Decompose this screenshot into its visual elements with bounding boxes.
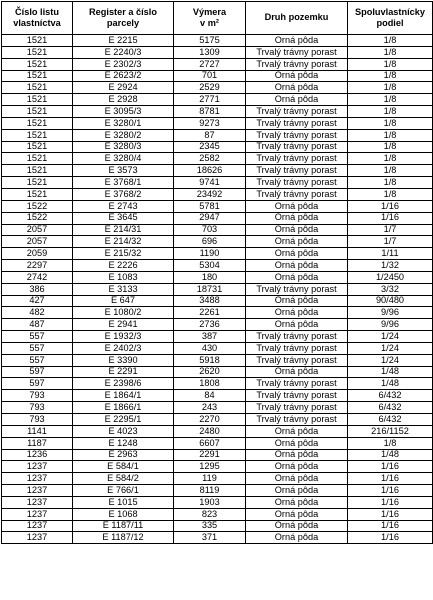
- cell-area: 1190: [174, 248, 246, 260]
- parcel-table-container: [1, 1, 433, 544]
- cell-area: 823: [174, 508, 246, 520]
- cell-share: 1/8: [348, 117, 433, 129]
- cell-owner-sheet: 793: [2, 390, 73, 402]
- cell-parcel: E 766/1: [73, 485, 174, 497]
- cell-owner-sheet: 1237: [2, 520, 73, 532]
- cell-owner-sheet: 487: [2, 319, 73, 331]
- cell-parcel: E 4023: [73, 425, 174, 437]
- table-row: [2, 141, 433, 153]
- cell-share: 1/48: [348, 378, 433, 390]
- cell-area: 23492: [174, 188, 246, 200]
- cell-owner-sheet: 482: [2, 307, 73, 319]
- cell-share: 1/16: [348, 520, 433, 532]
- cell-area: 18731: [174, 283, 246, 295]
- cell-parcel: E 1864/1: [73, 390, 174, 402]
- cell-land-type: Trvalý trávny porast: [246, 165, 348, 177]
- cell-parcel: E 3280/2: [73, 129, 174, 141]
- cell-area: 5781: [174, 200, 246, 212]
- cell-owner-sheet: 1521: [2, 106, 73, 118]
- cell-share: 6/432: [348, 402, 433, 414]
- cell-owner-sheet: 1521: [2, 165, 73, 177]
- table-row: [2, 378, 433, 390]
- cell-parcel: E 3390: [73, 354, 174, 366]
- cell-share: 1/8: [348, 188, 433, 200]
- table-row: [2, 224, 433, 236]
- cell-share: 1/8: [348, 46, 433, 58]
- cell-land-type: Orná pôda: [246, 200, 348, 212]
- cell-land-type: Trvalý trávny porast: [246, 390, 348, 402]
- cell-land-type: Trvalý trávny porast: [246, 129, 348, 141]
- cell-land-type: Orná pôda: [246, 307, 348, 319]
- cell-owner-sheet: 1141: [2, 425, 73, 437]
- table-row: [2, 520, 433, 532]
- cell-land-type: Orná pôda: [246, 271, 348, 283]
- cell-parcel: E 3768/2: [73, 188, 174, 200]
- cell-land-type: Trvalý trávny porast: [246, 188, 348, 200]
- cell-area: 696: [174, 236, 246, 248]
- cell-owner-sheet: 2297: [2, 260, 73, 272]
- cell-land-type: Orná pôda: [246, 485, 348, 497]
- cell-share: 1/8: [348, 58, 433, 70]
- cell-share: 1/24: [348, 354, 433, 366]
- table-row: [2, 283, 433, 295]
- cell-area: 335: [174, 520, 246, 532]
- cell-share: 1/8: [348, 141, 433, 153]
- cell-owner-sheet: 1521: [2, 188, 73, 200]
- cell-share: 1/8: [348, 82, 433, 94]
- cell-land-type: Orná pôda: [246, 425, 348, 437]
- cell-parcel: E 215/32: [73, 248, 174, 260]
- cell-parcel: E 3768/1: [73, 177, 174, 189]
- cell-area: 2736: [174, 319, 246, 331]
- cell-share: 1/7: [348, 224, 433, 236]
- table-row: [2, 129, 433, 141]
- table-row: [2, 188, 433, 200]
- cell-parcel: E 1248: [73, 437, 174, 449]
- table-row: [2, 165, 433, 177]
- cell-parcel: E 3573: [73, 165, 174, 177]
- cell-land-type: Trvalý trávny porast: [246, 141, 348, 153]
- cell-owner-sheet: 1521: [2, 94, 73, 106]
- header-area: Výmera v m²: [174, 2, 246, 35]
- cell-land-type: Orná pôda: [246, 212, 348, 224]
- cell-land-type: Trvalý trávny porast: [246, 342, 348, 354]
- cell-land-type: Orná pôda: [246, 461, 348, 473]
- cell-area: 2529: [174, 82, 246, 94]
- table-row: [2, 153, 433, 165]
- cell-owner-sheet: 1237: [2, 461, 73, 473]
- cell-land-type: Orná pôda: [246, 508, 348, 520]
- cell-share: 9/96: [348, 307, 433, 319]
- cell-area: 2345: [174, 141, 246, 153]
- cell-land-type: Orná pôda: [246, 82, 348, 94]
- cell-area: 703: [174, 224, 246, 236]
- table-row: [2, 473, 433, 485]
- cell-owner-sheet: 1521: [2, 177, 73, 189]
- table-body: [2, 35, 433, 544]
- cell-land-type: Orná pôda: [246, 248, 348, 260]
- cell-parcel: E 214/32: [73, 236, 174, 248]
- table-row: [2, 307, 433, 319]
- cell-land-type: Trvalý trávny porast: [246, 153, 348, 165]
- cell-owner-sheet: 1521: [2, 141, 73, 153]
- cell-land-type: Trvalý trávny porast: [246, 378, 348, 390]
- cell-owner-sheet: 1521: [2, 153, 73, 165]
- header-parcel: Register a číslo parcely: [73, 2, 174, 35]
- table-row: [2, 366, 433, 378]
- table-row: [2, 35, 433, 47]
- cell-land-type: Trvalý trávny porast: [246, 106, 348, 118]
- cell-owner-sheet: 1236: [2, 449, 73, 461]
- cell-parcel: E 2963: [73, 449, 174, 461]
- cell-share: 1/8: [348, 437, 433, 449]
- table-row: [2, 70, 433, 82]
- cell-share: 1/8: [348, 165, 433, 177]
- cell-share: 1/24: [348, 342, 433, 354]
- cell-parcel: E 2623/2: [73, 70, 174, 82]
- table-row: [2, 461, 433, 473]
- cell-parcel: E 1015: [73, 496, 174, 508]
- cell-area: 9741: [174, 177, 246, 189]
- cell-owner-sheet: 427: [2, 295, 73, 307]
- table-row: [2, 271, 433, 283]
- cell-area: 8119: [174, 485, 246, 497]
- cell-share: 3/32: [348, 283, 433, 295]
- cell-parcel: E 1187/12: [73, 532, 174, 544]
- cell-owner-sheet: 793: [2, 414, 73, 426]
- cell-share: 90/480: [348, 295, 433, 307]
- cell-parcel: E 2215: [73, 35, 174, 47]
- table-row: [2, 200, 433, 212]
- cell-owner-sheet: 557: [2, 331, 73, 343]
- cell-area: 1295: [174, 461, 246, 473]
- cell-parcel: E 647: [73, 295, 174, 307]
- cell-land-type: Orná pôda: [246, 70, 348, 82]
- cell-area: 2947: [174, 212, 246, 224]
- cell-share: 1/16: [348, 532, 433, 544]
- cell-land-type: Orná pôda: [246, 236, 348, 248]
- cell-parcel: E 1080/2: [73, 307, 174, 319]
- cell-area: 2582: [174, 153, 246, 165]
- cell-land-type: Orná pôda: [246, 295, 348, 307]
- cell-area: 8781: [174, 106, 246, 118]
- cell-share: 1/8: [348, 35, 433, 47]
- cell-land-type: Orná pôda: [246, 94, 348, 106]
- cell-area: 5918: [174, 354, 246, 366]
- cell-share: 1/16: [348, 485, 433, 497]
- cell-parcel: E 214/31: [73, 224, 174, 236]
- cell-area: 701: [174, 70, 246, 82]
- cell-parcel: E 2398/6: [73, 378, 174, 390]
- cell-parcel: E 1187/11: [73, 520, 174, 532]
- cell-area: 3488: [174, 295, 246, 307]
- table-row: [2, 354, 433, 366]
- cell-land-type: Orná pôda: [246, 496, 348, 508]
- cell-land-type: Trvalý trávny porast: [246, 354, 348, 366]
- table-row: [2, 236, 433, 248]
- cell-land-type: Trvalý trávny porast: [246, 283, 348, 295]
- table-row: [2, 82, 433, 94]
- table-row: [2, 117, 433, 129]
- cell-share: 1/16: [348, 508, 433, 520]
- cell-owner-sheet: 1521: [2, 58, 73, 70]
- header-row: [2, 2, 433, 35]
- header-share: Spoluvlastnícky podiel: [348, 2, 433, 35]
- cell-owner-sheet: 2742: [2, 271, 73, 283]
- cell-land-type: Orná pôda: [246, 366, 348, 378]
- cell-area: 371: [174, 532, 246, 544]
- cell-owner-sheet: 1521: [2, 82, 73, 94]
- cell-area: 2771: [174, 94, 246, 106]
- table-row: [2, 402, 433, 414]
- cell-area: 1309: [174, 46, 246, 58]
- table-row: [2, 414, 433, 426]
- cell-parcel: E 1932/3: [73, 331, 174, 343]
- parcel-table: [1, 1, 433, 544]
- cell-parcel: E 2928: [73, 94, 174, 106]
- cell-area: 18626: [174, 165, 246, 177]
- cell-area: 1808: [174, 378, 246, 390]
- table-row: [2, 437, 433, 449]
- cell-share: 6/432: [348, 414, 433, 426]
- cell-area: 9273: [174, 117, 246, 129]
- cell-land-type: Trvalý trávny porast: [246, 177, 348, 189]
- cell-parcel: E 3645: [73, 212, 174, 224]
- cell-area: 180: [174, 271, 246, 283]
- cell-area: 5304: [174, 260, 246, 272]
- cell-land-type: Orná pôda: [246, 520, 348, 532]
- cell-area: 5175: [174, 35, 246, 47]
- cell-owner-sheet: 1237: [2, 473, 73, 485]
- cell-owner-sheet: 1521: [2, 70, 73, 82]
- cell-land-type: Orná pôda: [246, 35, 348, 47]
- cell-owner-sheet: 2057: [2, 236, 73, 248]
- cell-share: 1/16: [348, 200, 433, 212]
- table-row: [2, 46, 433, 58]
- cell-share: 1/8: [348, 129, 433, 141]
- table-row: [2, 94, 433, 106]
- cell-parcel: E 2240/3: [73, 46, 174, 58]
- cell-land-type: Trvalý trávny porast: [246, 414, 348, 426]
- table-row: [2, 496, 433, 508]
- cell-land-type: Trvalý trávny porast: [246, 331, 348, 343]
- cell-parcel: E 3133: [73, 283, 174, 295]
- cell-parcel: E 1083: [73, 271, 174, 283]
- cell-parcel: E 2226: [73, 260, 174, 272]
- cell-parcel: E 3280/4: [73, 153, 174, 165]
- cell-share: 1/48: [348, 366, 433, 378]
- cell-land-type: Orná pôda: [246, 319, 348, 331]
- table-row: [2, 508, 433, 520]
- cell-area: 2727: [174, 58, 246, 70]
- table-row: [2, 248, 433, 260]
- cell-parcel: E 3095/3: [73, 106, 174, 118]
- cell-share: 1/8: [348, 153, 433, 165]
- cell-owner-sheet: 1521: [2, 129, 73, 141]
- cell-owner-sheet: 793: [2, 402, 73, 414]
- cell-parcel: E 584/2: [73, 473, 174, 485]
- cell-share: 1/16: [348, 212, 433, 224]
- header-land-type: Druh pozemku: [246, 2, 348, 35]
- cell-land-type: Orná pôda: [246, 532, 348, 544]
- cell-share: 1/8: [348, 177, 433, 189]
- cell-area: 2270: [174, 414, 246, 426]
- cell-share: 1/16: [348, 473, 433, 485]
- cell-parcel: E 2743: [73, 200, 174, 212]
- cell-owner-sheet: 1237: [2, 485, 73, 497]
- table-row: [2, 532, 433, 544]
- cell-owner-sheet: 1521: [2, 35, 73, 47]
- cell-land-type: Trvalý trávny porast: [246, 46, 348, 58]
- cell-land-type: Orná pôda: [246, 449, 348, 461]
- cell-area: 87: [174, 129, 246, 141]
- cell-parcel: E 1068: [73, 508, 174, 520]
- cell-share: 1/24: [348, 331, 433, 343]
- table-row: [2, 106, 433, 118]
- cell-parcel: E 1866/1: [73, 402, 174, 414]
- cell-owner-sheet: 1522: [2, 200, 73, 212]
- cell-parcel: E 2941: [73, 319, 174, 331]
- cell-parcel: E 3280/3: [73, 141, 174, 153]
- cell-share: 9/96: [348, 319, 433, 331]
- cell-share: 1/7: [348, 236, 433, 248]
- table-row: [2, 390, 433, 402]
- cell-owner-sheet: 1237: [2, 532, 73, 544]
- cell-land-type: Trvalý trávny porast: [246, 117, 348, 129]
- cell-share: 1/32: [348, 260, 433, 272]
- cell-area: 2620: [174, 366, 246, 378]
- cell-share: 1/8: [348, 106, 433, 118]
- cell-land-type: Orná pôda: [246, 224, 348, 236]
- table-header: [2, 2, 433, 35]
- cell-share: 1/2450: [348, 271, 433, 283]
- cell-parcel: E 2924: [73, 82, 174, 94]
- cell-owner-sheet: 2059: [2, 248, 73, 260]
- table-row: [2, 58, 433, 70]
- table-row: [2, 342, 433, 354]
- cell-land-type: Trvalý trávny porast: [246, 402, 348, 414]
- cell-area: 2480: [174, 425, 246, 437]
- cell-share: 1/8: [348, 70, 433, 82]
- cell-owner-sheet: 1522: [2, 212, 73, 224]
- cell-owner-sheet: 1521: [2, 117, 73, 129]
- cell-parcel: E 2302/3: [73, 58, 174, 70]
- cell-share: 6/432: [348, 390, 433, 402]
- cell-owner-sheet: 597: [2, 366, 73, 378]
- cell-land-type: Trvalý trávny porast: [246, 58, 348, 70]
- table-row: [2, 260, 433, 272]
- cell-area: 430: [174, 342, 246, 354]
- cell-area: 6607: [174, 437, 246, 449]
- cell-owner-sheet: 1521: [2, 46, 73, 58]
- cell-owner-sheet: 1237: [2, 496, 73, 508]
- cell-share: 1/8: [348, 94, 433, 106]
- table-row: [2, 425, 433, 437]
- cell-share: 1/48: [348, 449, 433, 461]
- cell-area: 2261: [174, 307, 246, 319]
- table-row: [2, 212, 433, 224]
- cell-land-type: Orná pôda: [246, 473, 348, 485]
- cell-area: 1903: [174, 496, 246, 508]
- cell-land-type: Orná pôda: [246, 260, 348, 272]
- cell-area: 84: [174, 390, 246, 402]
- table-row: [2, 485, 433, 497]
- cell-area: 387: [174, 331, 246, 343]
- cell-parcel: E 2295/1: [73, 414, 174, 426]
- cell-share: 216/1152: [348, 425, 433, 437]
- cell-share: 1/16: [348, 496, 433, 508]
- table-row: [2, 331, 433, 343]
- cell-owner-sheet: 557: [2, 354, 73, 366]
- cell-area: 243: [174, 402, 246, 414]
- header-owner-sheet: Číslo listu vlastníctva: [2, 2, 73, 35]
- cell-area: 2291: [174, 449, 246, 461]
- cell-owner-sheet: 557: [2, 342, 73, 354]
- cell-owner-sheet: 1187: [2, 437, 73, 449]
- cell-owner-sheet: 2057: [2, 224, 73, 236]
- cell-share: 1/11: [348, 248, 433, 260]
- cell-parcel: E 2402/3: [73, 342, 174, 354]
- table-row: [2, 319, 433, 331]
- table-row: [2, 449, 433, 461]
- table-row: [2, 295, 433, 307]
- table-row: [2, 177, 433, 189]
- cell-owner-sheet: 386: [2, 283, 73, 295]
- cell-owner-sheet: 1237: [2, 508, 73, 520]
- cell-land-type: Orná pôda: [246, 437, 348, 449]
- cell-share: 1/16: [348, 461, 433, 473]
- cell-parcel: E 3280/1: [73, 117, 174, 129]
- cell-owner-sheet: 597: [2, 378, 73, 390]
- cell-parcel: E 584/1: [73, 461, 174, 473]
- cell-parcel: E 2291: [73, 366, 174, 378]
- cell-area: 119: [174, 473, 246, 485]
